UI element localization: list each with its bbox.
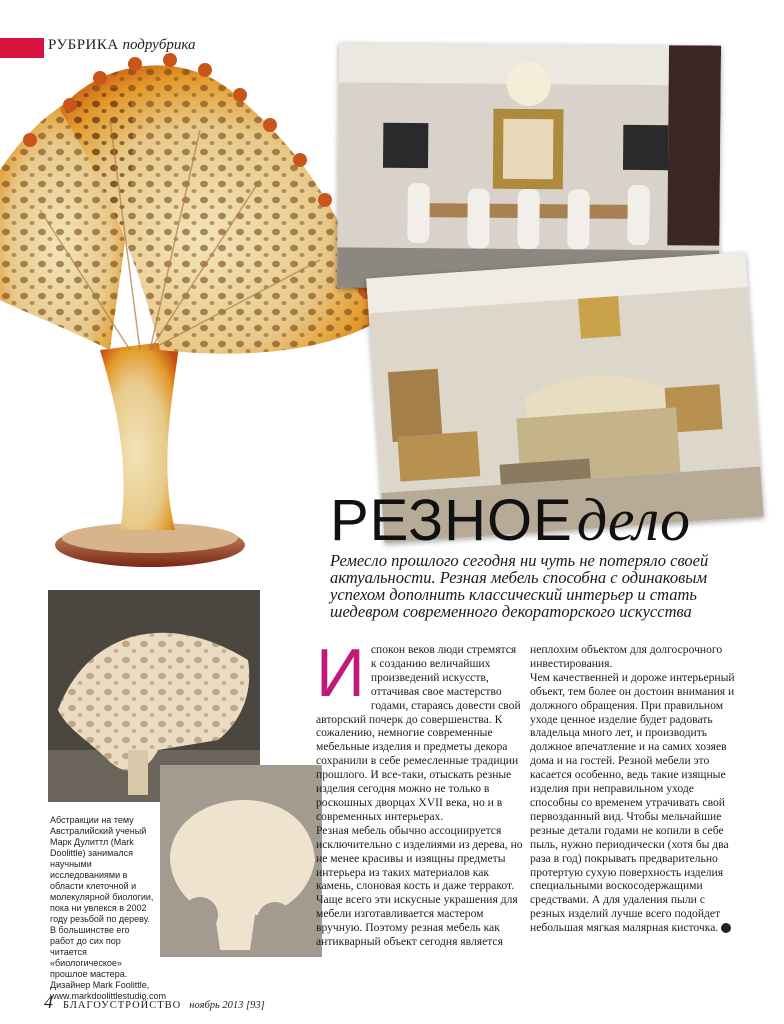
photo-caption: Абстракции на тему Австралийский ученый Марк Дулиттл (Mark Doolittle) занимался научными исследованиями в области клеточной и молекулярной биологии, пока ни увлекся в 2002 году резьбой по дереву. В большинстве его работ до сих пор читается «биологическое» прошлое мастера. Дизайнер Mark Foolittle, www.markdoolittlestudio.com: [50, 815, 167, 1001]
end-of-article-icon: [721, 923, 731, 933]
body-paragraph: неплохим объектом для долгосрочного инвестирования.: [530, 643, 723, 670]
rubric-title: РУБРИКА: [48, 37, 119, 53]
dining-room-illustration: [337, 42, 721, 290]
plywood-blank-photo: [160, 765, 322, 957]
body-paragraph: Резная мебель обычно ассоциируется исключительно с изделиями из дерева, но не менее красивы и изящны предметы интерьера из таких материалов как камень, слоновая кость и даже терракот. Чаще всего эти искусные украшения для мебели изготавливается мастером вручную. Поэтому резная мебель как антикварный объект сегодня является: [316, 823, 523, 949]
rubric-subtitle: подрубрика: [122, 37, 196, 53]
body-column-left: [316, 635, 524, 949]
page-number: 4: [44, 992, 53, 1012]
magazine-name: БЛАГОУСТРОЙСТВО: [63, 1000, 182, 1011]
body-column-right: [530, 643, 742, 935]
headline-caps: РЕЗНОЕ: [330, 488, 573, 553]
body-paragraph-text: Чем качественней и дороже интерьерный объект, тем более он достоин внимания и должного обращения. При правильном уходе ценное изделие будет радовать владельца много лет, и производить должное впечатление и на самих хозяев дома и на гостей. Резной мебели это касается особенно, ведь такие изящные изделия при неправильном уходе способны со временем утрачивать свой первозданный вид. Чтобы мельчайшие резные детали годами не копили в себе пыль, нужно периодически (хотя бы два раза в год) покрывать предварительно протертую сухую поверхность изделия специальными воскосодержащими средствами. А для удаления пыли с резных изделий лучше всего подойдет небольшая мягкая малярная кисточка.: [530, 670, 735, 935]
headline-italic: дело: [576, 487, 690, 553]
page-footer: [44, 992, 265, 1013]
article-subtitle: Ремесло прошлого сегодня ни чуть не потеряло своей актуальности. Резная мебель способна с одинаковым успехом дополнить классический интерьер и стать шедевром современного декораторского искусства: [330, 551, 709, 621]
plywood-blank-illustration: [160, 765, 322, 957]
article-headline: [330, 487, 690, 553]
drop-cap: И: [316, 635, 365, 711]
body-paragraph: [530, 671, 742, 935]
dining-room-photo: [337, 42, 721, 290]
issue-info: ноябрь 2013 [93]: [189, 1000, 265, 1011]
body-paragraph: спокон веков люди стремятся к созданию величайших произведений искусств, оттачивая свое мастерство годами, стараясь довести свой авторский почерк до совершенства. К сожалению, немногие современные мебельные изделия и предметы декора сохранили в себе ремесленные традиции прошлого. И все-таки, отыскать резные изделия сегодня можно не только в роскошных дворцах XVII века, но и в современных интерьерах.: [316, 643, 521, 823]
